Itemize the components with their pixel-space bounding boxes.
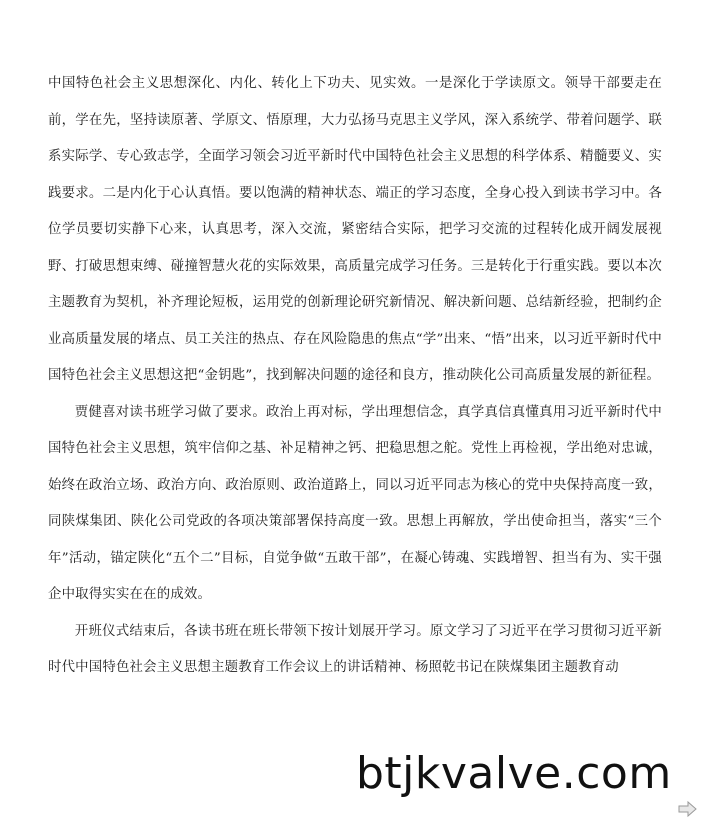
article-paragraph-1: 中国特色社会主义思想深化、内化、转化上下功夫、见实效。一是深化于学读原文。领导干部要走在前，学在先，坚持读原著、学原文、悟原理，大力弘扬马克思主义学风，深入系统学、带着问题学、联系实际学、专心致志学，全面学习领会习近平新时代中国特色社会主义思想的科学体系、精髓要义、实践要求。二是内化于心认真悟。要以饱满的精神状态、端正的学习态度，全身心投入到读书学习中。各位学员要切实静下心来，认真思考，深入交流，紧密结合实际，把学习交流的过程转化成开阔发展视野、打破思想束缚、碰撞智慧火花的实际效果，高质量完成学习任务。三是转化于行重实践。要以本次主题教育为契机，补齐理论短板，运用党的创新理论研究新情况、解决新问题、总结新经验，把制约企业高质量发展的堵点、员工关注的热点、存在风险隐患的焦点“学”出来、“悟”出来，以习近平新时代中国特色社会主义思想这把“金钥匙”，找到解决问题的途径和良方，推动陕化公司高质量发展的新征程。 [48,76,662,383]
article-paragraph-3: 开班仪式结束后，各读书班在班长带领下按计划展开学习。原文学习了习近平在学习贯彻习近平新时代中国特色社会主义思想主题教育工作会议上的讲话精神、杨照乾书记在陕煤集团主题教育动 [48,623,662,675]
next-page-button[interactable] [678,800,698,818]
next-page-arrow-icon [678,800,698,818]
site-watermark: btjkvalve.com [356,748,672,799]
article-body [48,66,662,687]
article-paragraph-2: 贾健喜对读书班学习做了要求。政治上再对标，学出理想信念，真学真信真懂真用习近平新时代中国特色社会主义思想，筑牢信仰之基、补足精神之钙、把稳思想之舵。党性上再检视，学出绝对忠诚，始终在政治立场、政治方向、政治原则、政治道路上，同以习近平同志为核心的党中央保持高度一致，同陕煤集团、陕化公司党政的各项决策部署保持高度一致。思想上再解放，学出使命担当，落实“三个年”活动，锚定陕化“五个二”目标，自觉争做“五敢干部”，在凝心铸魂、实践增智、担当有为、实干强企中取得实实在在的成效。 [48,404,662,602]
